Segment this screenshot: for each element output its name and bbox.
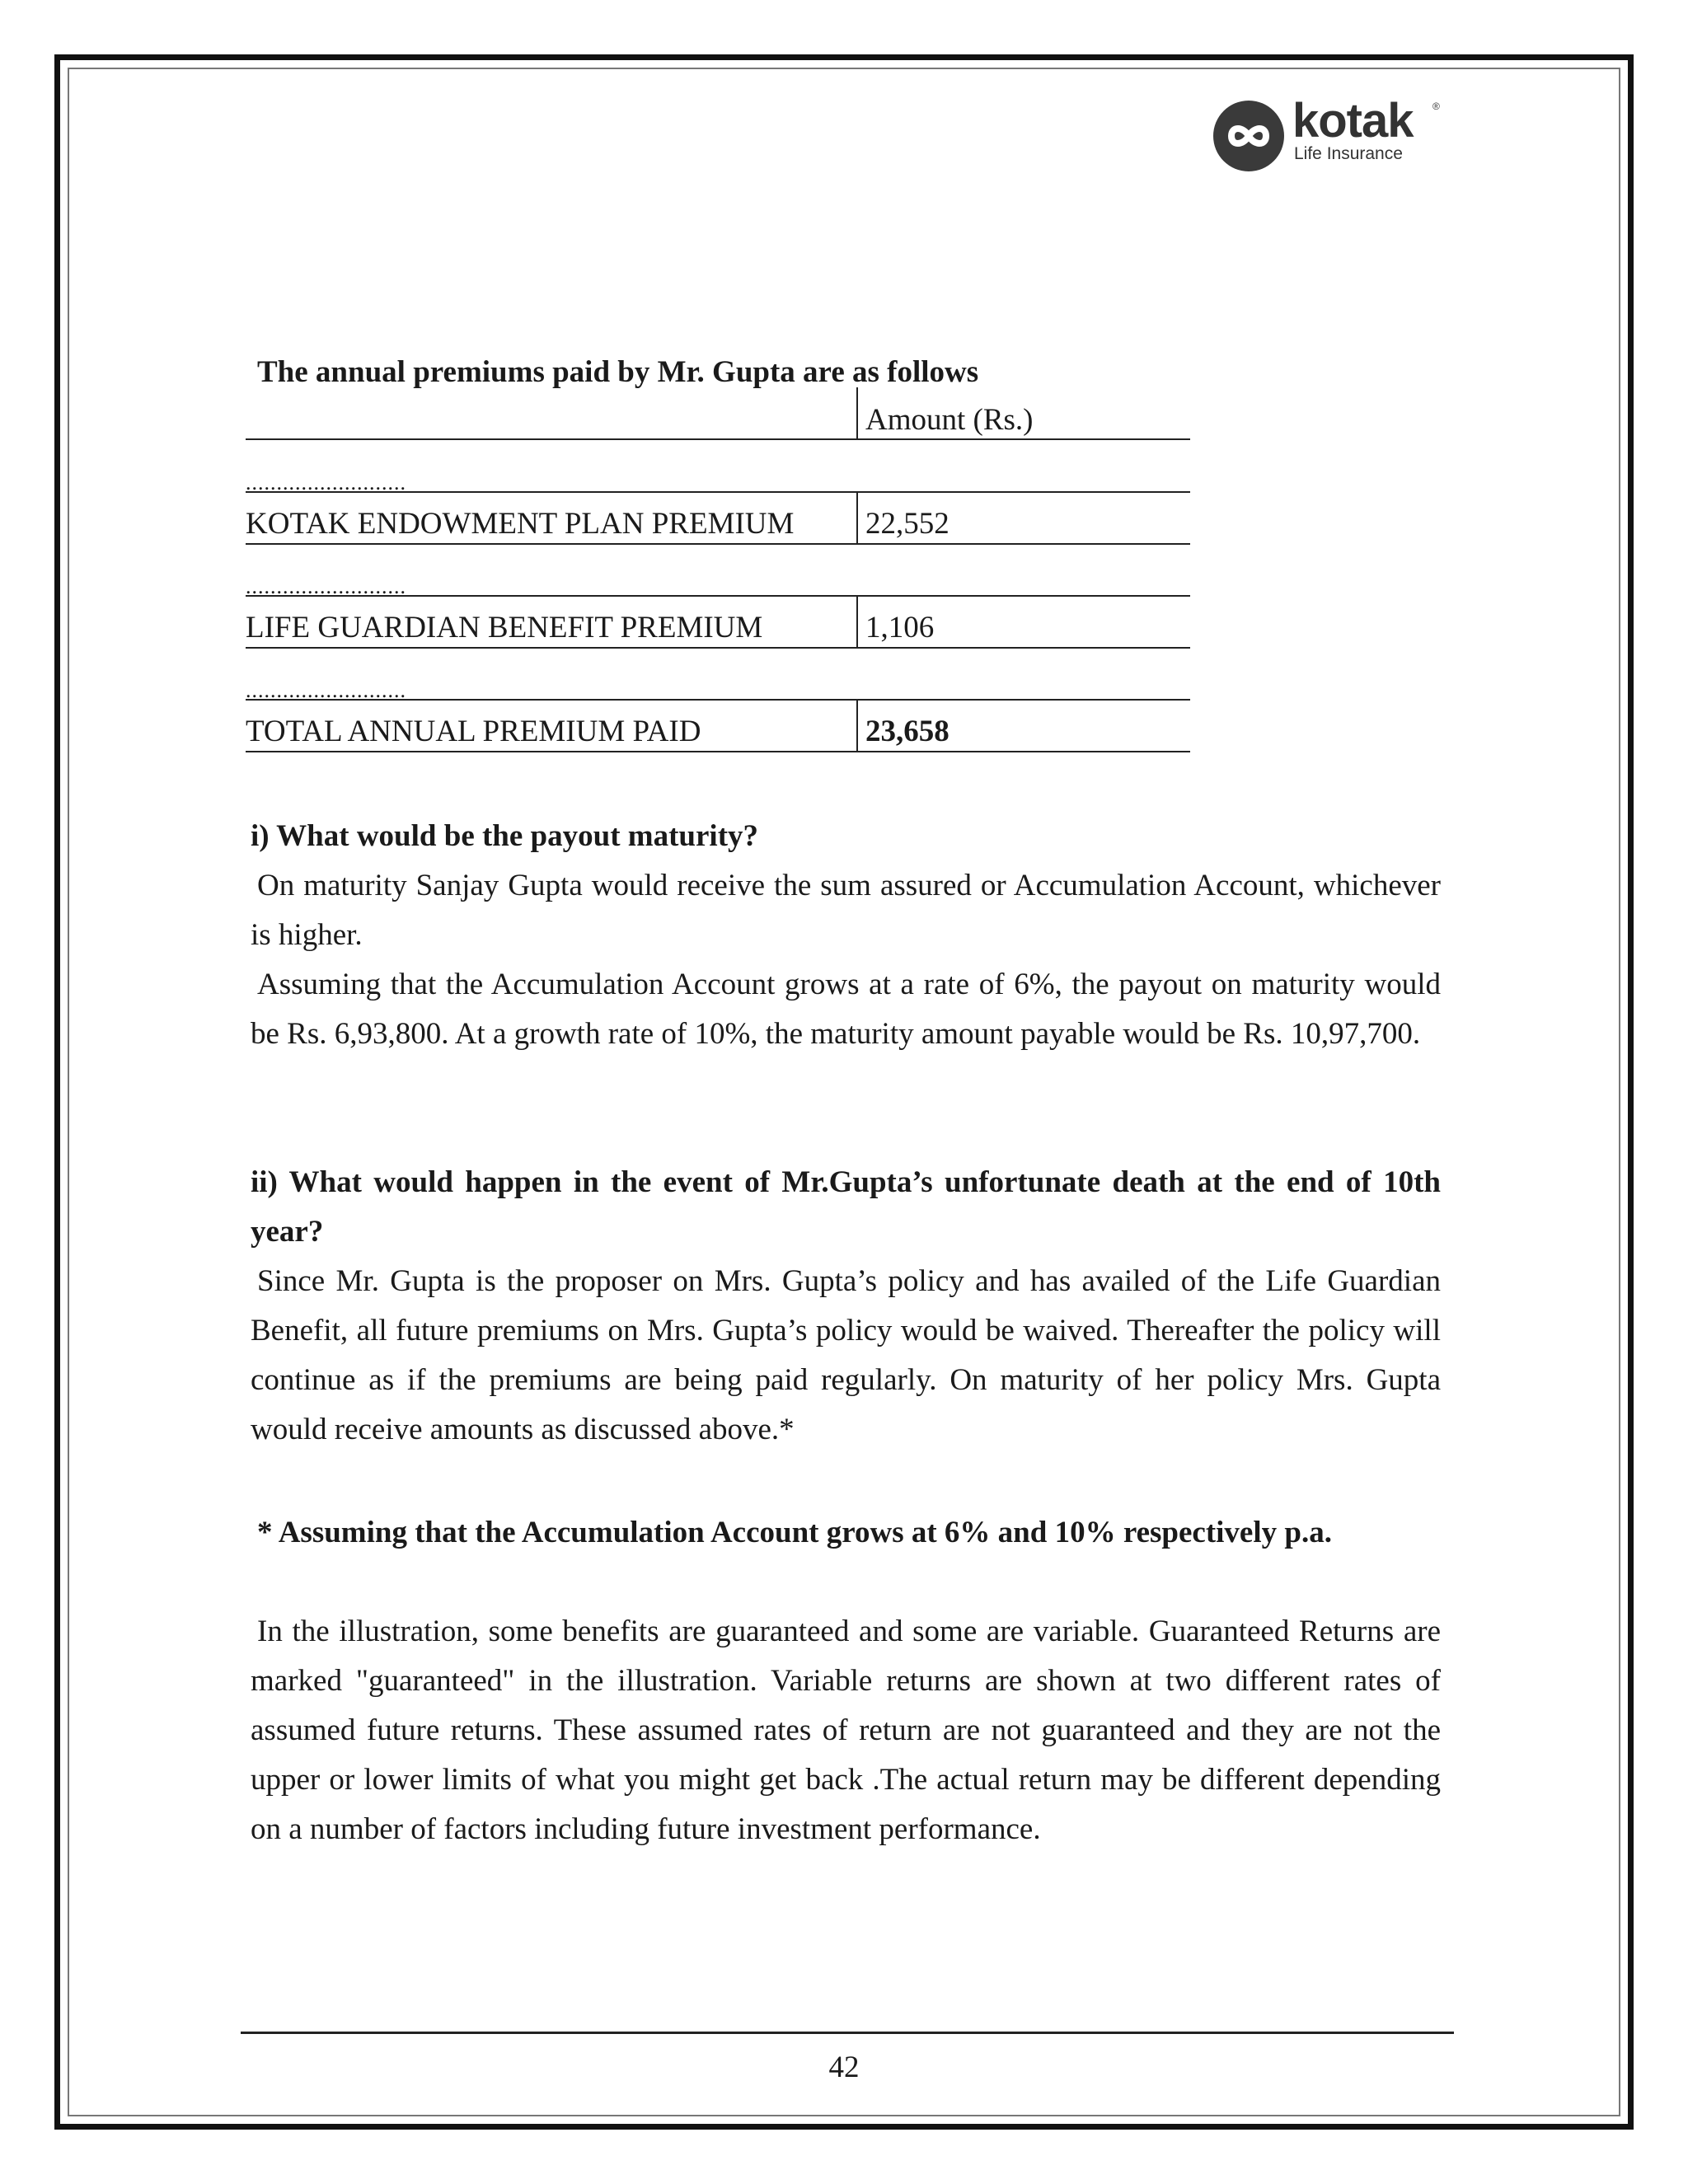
row-amount-guardian: 1,106 [865, 611, 935, 644]
premium-table [246, 387, 1190, 755]
illustration-disclaimer: In the illustration, some benefits are guaranteed and some are variable. Guaranteed Returns are marked "guaranteed" in the illustration. Variable returns are shown at two different rates of assumed future returns. These assumed rates of return are not guaranteed and they are not the upper or lower limits of what you might get back .The actual return may be different depending on a number of factors including future investment performance. [251, 1615, 1441, 1846]
table-col-divider [856, 699, 858, 751]
table-rule [246, 438, 1190, 440]
footnote-growth-assumption: * Assuming that the Accumulation Account grows at 6% and 10% respectively p.a. [257, 1516, 1332, 1549]
table-col-divider [856, 387, 858, 438]
amount-column-header: Amount (Rs.) [865, 403, 1034, 437]
answer-death-benefit-paragraph: Since Mr. Gupta is the proposer on Mrs. Gupta’s policy and has availed of the Life Guardian Benefit, all future premiums on Mrs. Gupta’s policy would be waived. Thereafter the policy will continue as if the premiums are being paid regularly. On maturity of her policy Mrs. Gupta would receive amounts as discussed above.* [251, 1264, 1441, 1446]
row-amount-total: 23,658 [865, 715, 950, 748]
logo-brand-text: kotak [1292, 94, 1414, 148]
table-rule [246, 647, 1190, 649]
table-separator-dots: .......................... [246, 574, 406, 598]
table-separator-dots: .......................... [246, 678, 406, 702]
row-amount-endowment: 22,552 [865, 507, 950, 541]
logo-subtitle: Life Insurance [1294, 144, 1403, 163]
table-rule [246, 699, 1190, 701]
table-rule [246, 751, 1190, 752]
table-rule [246, 491, 1190, 493]
row-label-guardian: LIFE GUARDIAN BENEFIT PREMIUM [246, 611, 763, 644]
footer-rule [241, 2032, 1454, 2034]
table-separator-dots: .......................... [246, 471, 406, 494]
table-col-divider [856, 491, 858, 543]
table-col-divider [856, 595, 858, 647]
answer-maturity-paragraph-1: On maturity Sanjay Gupta would receive the sum assured or Accumulation Account, whichever is higher. [251, 869, 1441, 952]
row-label-endowment: KOTAK ENDOWMENT PLAN PREMIUM [246, 507, 795, 541]
question-maturity-payout: i) What would be the payout maturity? [251, 819, 759, 853]
table-heading: The annual premiums paid by Mr. Gupta are as follows [257, 355, 979, 389]
question-death-benefit: ii) What would happen in the event of Mr.Gupta’s unfortunate death at the end of 10th year? [251, 1165, 1441, 1249]
table-rule [246, 543, 1190, 545]
answer-maturity-paragraph-2: Assuming that the Accumulation Account grows at a rate of 6%, the payout on maturity would be Rs. 6,93,800. At a growth rate of 10%, the maturity amount payable would be Rs. 10,97,700. [251, 968, 1441, 1051]
logo-registered-mark: ® [1432, 101, 1440, 112]
table-rule [246, 595, 1190, 597]
row-label-total: TOTAL ANNUAL PREMIUM PAID [246, 715, 701, 748]
page-number: 42 [828, 2050, 860, 2084]
